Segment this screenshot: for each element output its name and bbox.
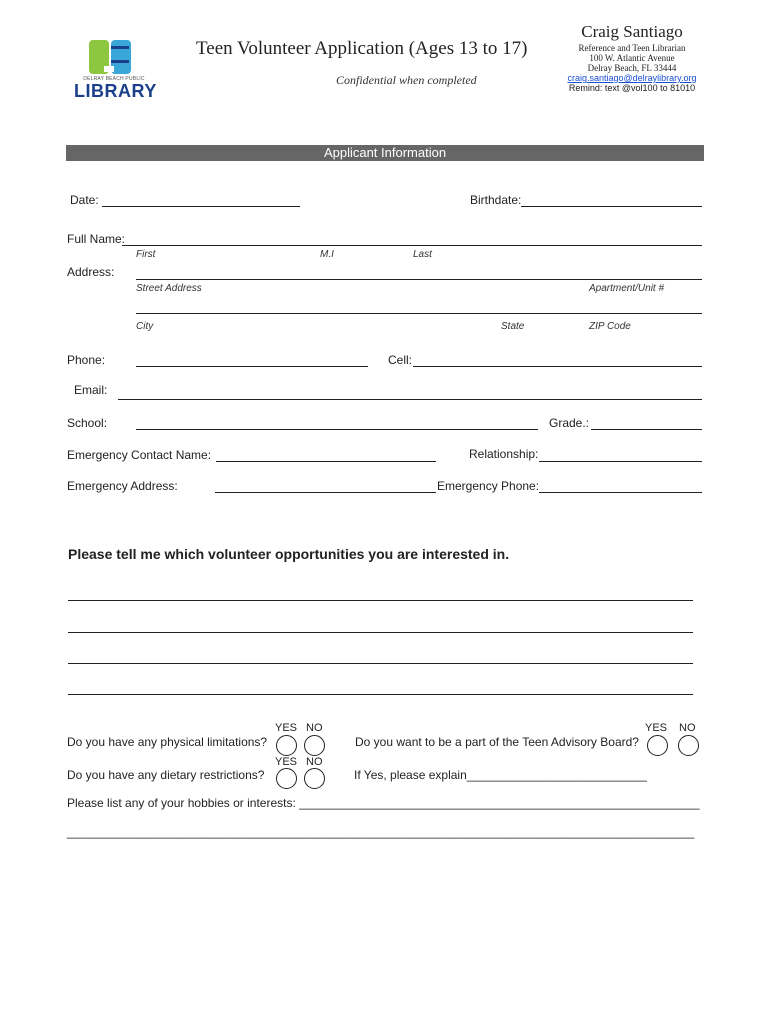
advisory-yes-radio[interactable] bbox=[647, 735, 668, 756]
advisory-no-label: NO bbox=[679, 722, 696, 734]
library-logo bbox=[74, 38, 157, 102]
contact-remind: Remind: text @vol100 to 81010 bbox=[568, 83, 696, 93]
city-caption: City bbox=[136, 321, 154, 332]
contact-name: Craig Santiago bbox=[581, 22, 683, 41]
zip-caption: ZIP Code bbox=[589, 321, 631, 332]
page-title: Teen Volunteer Application (Ages 13 to 17) bbox=[196, 38, 528, 59]
dietary-no-label: NO bbox=[306, 756, 323, 768]
contact-email[interactable]: craig.santiago@delraylibrary.org bbox=[567, 73, 697, 83]
physical-yes-radio[interactable] bbox=[276, 735, 297, 756]
library-logo-bottom: LIBRARY bbox=[74, 81, 157, 101]
physical-question: Do you have any physical limitations? bbox=[67, 735, 268, 749]
contact-city: Delray Beach, FL 33444 bbox=[587, 63, 677, 73]
advisory-no-radio[interactable] bbox=[678, 735, 699, 756]
opportunities-line-4[interactable] bbox=[68, 694, 693, 695]
library-logo-top: DELRAY BEACH PUBLIC bbox=[83, 76, 145, 82]
phone-label: Phone: bbox=[67, 353, 106, 367]
opportunities-line-1[interactable] bbox=[68, 600, 693, 601]
emergency-name-field[interactable] bbox=[216, 461, 436, 462]
middle-initial-caption: M.I bbox=[320, 249, 334, 260]
hobbies-prompt[interactable]: Please list any of your hobbies or interests: ____________________________________________________________ bbox=[67, 796, 700, 810]
contact-role: Reference and Teen Librarian bbox=[578, 43, 686, 53]
street-address-caption: Street Address bbox=[136, 283, 202, 294]
dietary-yes-label: YES bbox=[275, 756, 298, 768]
opportunities-heading: Please tell me which volunteer opportunities you are interested in. bbox=[68, 546, 510, 562]
emergency-phone-field[interactable] bbox=[539, 492, 702, 493]
city-state-zip-field[interactable] bbox=[136, 313, 702, 314]
apartment-caption: Apartment/Unit # bbox=[589, 283, 665, 294]
date-label: Date: bbox=[70, 193, 99, 207]
emergency-name-label: Emergency Contact Name: bbox=[67, 448, 212, 462]
dietary-question: Do you have any dietary restrictions? bbox=[67, 768, 265, 782]
birthdate-label: Birthdate: bbox=[470, 193, 522, 207]
cell-field[interactable] bbox=[413, 366, 702, 367]
physical-yes-label: YES bbox=[275, 722, 298, 734]
street-address-field[interactable] bbox=[136, 279, 702, 280]
cell-label: Cell: bbox=[388, 353, 413, 367]
opportunities-line-2[interactable] bbox=[68, 632, 693, 633]
library-logo-icon bbox=[74, 38, 154, 78]
relationship-field[interactable] bbox=[539, 461, 702, 462]
first-name-caption: First bbox=[136, 249, 156, 260]
page-subtitle: Confidential when completed bbox=[336, 73, 477, 87]
dietary-no-radio[interactable] bbox=[304, 768, 325, 789]
state-caption: State bbox=[501, 321, 525, 332]
full-name-label: Full Name: bbox=[67, 232, 126, 246]
grade-field[interactable] bbox=[591, 429, 702, 430]
advisory-question: Do you want to be a part of the Teen Advisory Board? bbox=[355, 735, 639, 749]
section-bar-label: Applicant Information bbox=[323, 145, 447, 160]
last-name-caption: Last bbox=[413, 249, 432, 260]
relationship-label: Relationship: bbox=[469, 447, 539, 461]
explain-prompt[interactable]: If Yes, please explain___________________________ bbox=[354, 768, 647, 782]
emergency-address-label: Emergency Address: bbox=[67, 479, 178, 493]
full-name-field[interactable] bbox=[122, 245, 702, 246]
dietary-yes-radio[interactable] bbox=[276, 768, 297, 789]
address-label: Address: bbox=[67, 265, 115, 279]
date-field[interactable] bbox=[102, 206, 300, 207]
school-field[interactable] bbox=[136, 429, 538, 430]
hobbies-line-2[interactable]: ______________________________________________________________________________________________ bbox=[67, 825, 695, 839]
physical-no-label: NO bbox=[306, 722, 323, 734]
school-label: School: bbox=[67, 416, 108, 430]
email-label: Email: bbox=[74, 383, 108, 397]
emergency-address-field[interactable] bbox=[215, 492, 436, 493]
section-bar bbox=[66, 145, 704, 161]
contact-block bbox=[548, 22, 716, 93]
phone-field[interactable] bbox=[136, 366, 368, 367]
emergency-phone-label: Emergency Phone: bbox=[437, 479, 540, 493]
physical-no-radio[interactable] bbox=[304, 735, 325, 756]
contact-address: 100 W. Atlantic Avenue bbox=[589, 53, 675, 63]
grade-label: Grade.: bbox=[549, 416, 590, 430]
opportunities-line-3[interactable] bbox=[68, 663, 693, 664]
advisory-yes-label: YES bbox=[645, 722, 668, 734]
birthdate-field[interactable] bbox=[521, 206, 702, 207]
email-field[interactable] bbox=[118, 399, 702, 400]
